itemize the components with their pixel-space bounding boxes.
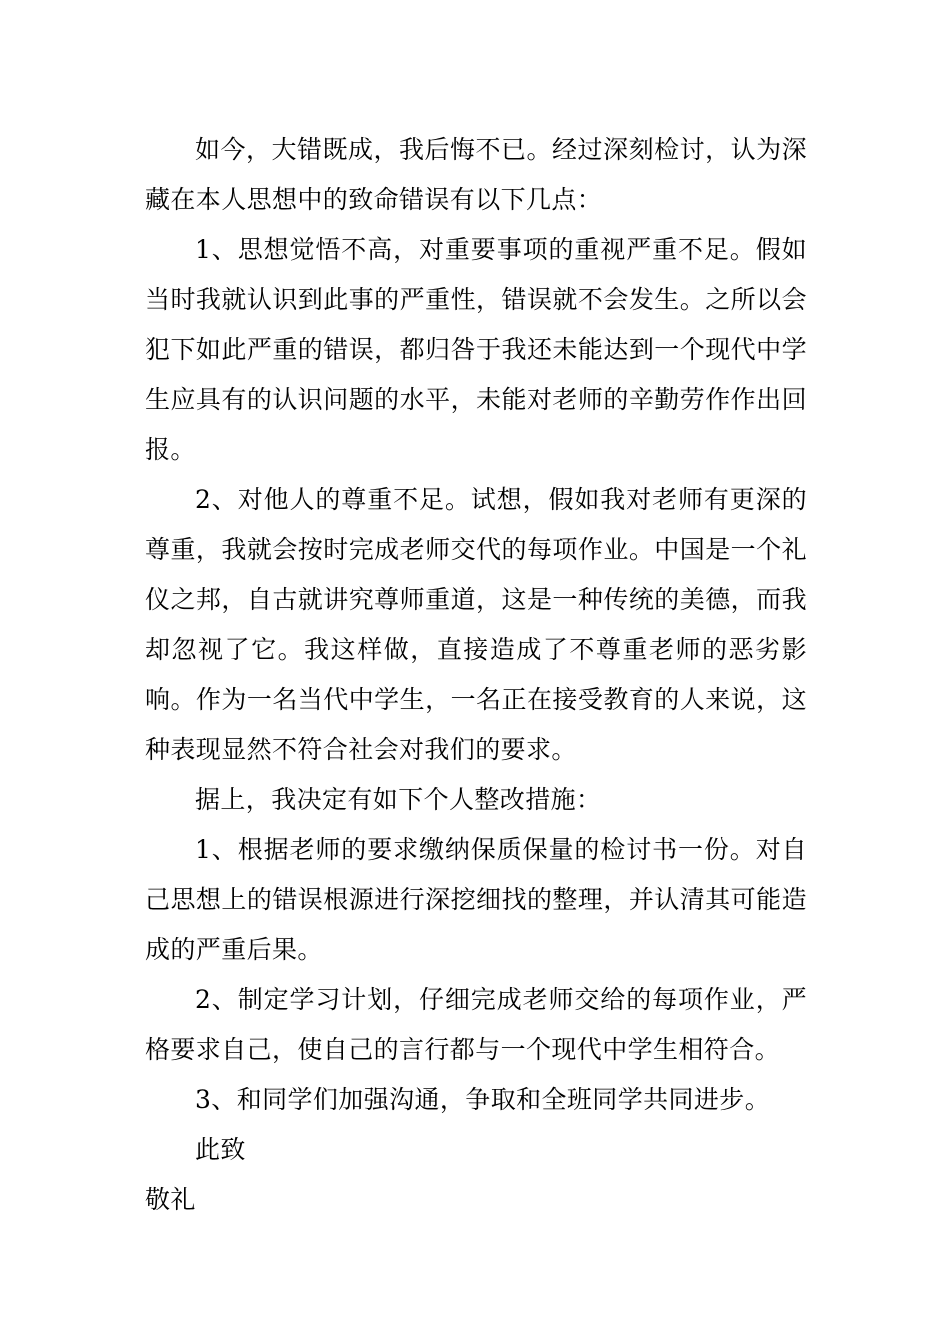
paragraph-measures-intro: 据上，我决定有如下个人整改措施： bbox=[195, 785, 602, 814]
paragraph-measure-1: 1、根据老师的要求缴纳保质保量的检讨书一份。对自己思想上的错误根源进行深挖细找的整理，并认清其可能造成的严重后果。 bbox=[145, 835, 807, 964]
paragraph-measure-3: 3、和同学们加强沟通，争取和全班同学共同进步。 bbox=[195, 1085, 771, 1114]
paragraph-salutation: 此致 bbox=[195, 1135, 246, 1164]
document-body bbox=[145, 125, 807, 1225]
paragraph-point-2: 2、对他人的尊重不足。试想，假如我对老师有更深的尊重，我就会按时完成老师交代的每项作业。中国是一个礼仪之邦，自古就讲究尊师重道，这是一种传统的美德，而我却忽视了它。我这样做，直接造成了不尊重老师的恶劣影响。作为一名当代中学生，一名正在接受教育的人来说，这种表现显然不符合社会对我们的要求。 bbox=[145, 485, 807, 764]
paragraph-closing: 敬礼 bbox=[145, 1185, 196, 1214]
paragraph-intro: 如今，大错既成，我后悔不已。经过深刻检讨，认为深藏在本人思想中的致命错误有以下几点： bbox=[145, 135, 807, 214]
paragraph-point-1: 1、思想觉悟不高，对重要事项的重视严重不足。假如当时我就认识到此事的严重性，错误就不会发生。之所以会犯下如此严重的错误，都归咎于我还未能达到一个现代中学生应具有的认识问题的水平，未能对老师的辛勤劳作作出回报。 bbox=[145, 235, 807, 464]
paragraph-measure-2: 2、制定学习计划，仔细完成老师交给的每项作业，严格要求自己，使自己的言行都与一个现代中学生相符合。 bbox=[145, 985, 807, 1064]
